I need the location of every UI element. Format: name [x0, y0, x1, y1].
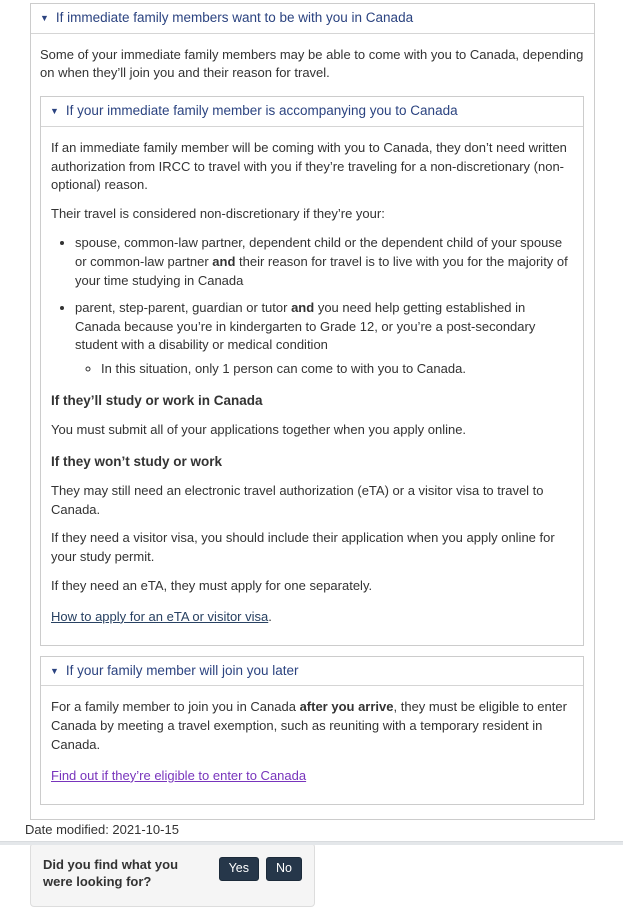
details-join-later-body — [41, 686, 583, 803]
list-item — [75, 299, 573, 379]
feedback-box — [30, 843, 315, 907]
bullet-text: you need help getting established in Canada because you’re in kindergarten to Grade 12, or you’re a post-secondary student with a disability or medical condition — [75, 299, 536, 353]
details-accompanying — [40, 96, 584, 646]
bullet-bold-text: and — [212, 254, 236, 269]
summary-immediate-family-label: If immediate family members want to be with you in Canada — [55, 10, 414, 25]
chevron-down-icon: ▼ — [50, 665, 59, 676]
details-join-later — [40, 656, 584, 805]
feedback-buttons — [219, 857, 302, 881]
details-immediate-family — [30, 3, 595, 820]
chevron-down-icon: ▼ — [50, 106, 59, 117]
paragraph-bold-text: after you arrive — [299, 699, 394, 715]
paragraph-visitor-visa: If they need a visitor visa, you should include their application when you apply online for your study permit. — [51, 530, 555, 565]
bullet-bold-text: and — [291, 299, 315, 315]
eta-link-line — [51, 608, 573, 627]
sub-list — [75, 360, 573, 379]
details-immediate-family-body — [31, 34, 594, 819]
bullet-text: parent, step-parent, guardian or tutor — [75, 299, 292, 315]
chevron-down-icon: ▼ — [40, 13, 49, 23]
feedback-no-button[interactable]: No — [266, 857, 302, 881]
eligibility-link[interactable]: Find out if they’re eligible to enter to Canada — [51, 767, 307, 783]
paragraph-text: For a family member to join you in Canada — [51, 699, 300, 715]
eta-visa-apply-link[interactable]: How to apply for an eTA or visitor visa — [51, 608, 269, 624]
paragraph-submit-together: You must submit all of your applications together when you apply online. — [51, 421, 467, 437]
heading-study-or-work: If they’ll study or work in Canada — [51, 393, 263, 409]
paragraph-join-later — [51, 698, 573, 755]
sub-list-item: ◦ In this situation, only 1 person can come to with you to Canada. — [101, 360, 573, 379]
bullet-text: their reason for travel is to live with you for the majority of your time studying in Canada — [75, 254, 568, 288]
intro-paragraph: Some of your immediate family members may be able to come with you to Canada, depending on when they’ll join you and their reason for travel. — [40, 46, 584, 81]
paragraph-eta-or-visa: They may still need an electronic travel authorization (eTA) or a visitor visa to travel to Canada. — [51, 482, 544, 517]
footer-band — [0, 841, 623, 845]
bullet-text: spouse, common-law partner, dependent child or the dependent child of your spouse or common-law partner — [75, 235, 563, 269]
summary-accompanying[interactable] — [41, 97, 583, 127]
paragraph-non-discretionary: Their travel is considered non-discretionary if they’re your: — [51, 206, 385, 222]
details-accompanying-body — [41, 127, 583, 645]
summary-join-later-label: If your family member will join you later — [65, 662, 299, 678]
non-discretionary-list — [51, 234, 573, 379]
paragraph-text: , they must be eligible to enter Canada by meeting a travel exemption, such as reuniting with a temporary resident in Canada. — [51, 699, 567, 752]
date-modified: Date modified: 2021-10-15 — [25, 822, 179, 837]
feedback-yes-button[interactable]: Yes — [219, 857, 259, 881]
link-period: . — [268, 608, 272, 624]
summary-accompanying-label: If your immediate family member is accompanying you to Canada — [65, 103, 458, 119]
feedback-question: Did you find what you were looking for? — [43, 856, 179, 889]
list-item — [75, 234, 573, 291]
eligibility-link-line — [51, 767, 573, 786]
summary-immediate-family[interactable] — [31, 4, 594, 34]
summary-join-later[interactable] — [41, 657, 583, 687]
heading-wont-study-or-work: If they won’t study or work — [51, 453, 223, 469]
paragraph-eta-separately: If they need an eTA, they must apply for one separately. — [51, 578, 373, 594]
paragraph-authorization: If an immediate family member will be coming with you to Canada, they don’t need written authorization from IRCC to travel with you if they’re traveling for a non-discretionary (non-optional) reason. — [51, 139, 567, 193]
